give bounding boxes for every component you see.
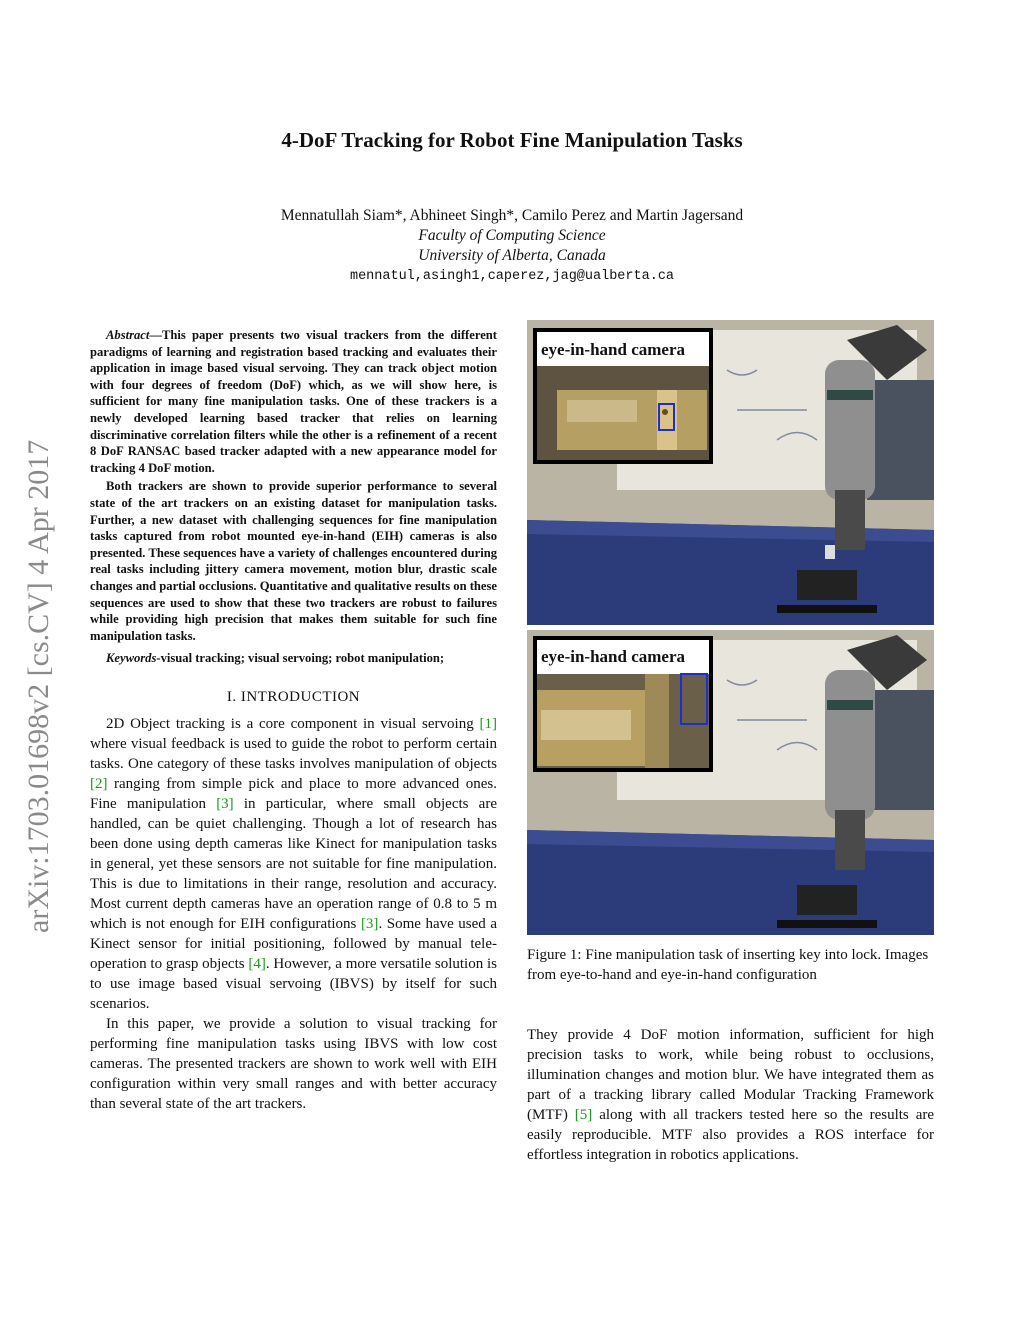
keywords <box>90 650 497 667</box>
citation-link[interactable]: [3] <box>360 915 379 932</box>
intro-paragraph-2: In this paper, we provide a solution to visual tracking for performing fine manipulation tasks using IBVS with low cost cameras. The presented trackers are shown to work well with EIH configuration within very small ranges and with better accuracy than several state of the art trackers. <box>90 1015 497 1112</box>
section-heading-introduction: I. INTRODUCTION <box>226 688 361 705</box>
abstract-label: Abstract <box>106 328 150 342</box>
left-column <box>90 327 497 1114</box>
citation-link[interactable]: [5] <box>574 1107 593 1123</box>
figure-photo-eye-to-hand-bottom <box>527 630 934 935</box>
author-emails: mennatul,asingh1,caperez,jag@ualberta.ca <box>349 269 675 284</box>
intro-paragraph-3: They provide 4 DoF motion information, sufficient for high precision tasks to work, while being robust to occlusions, illumination changes and motion blur. We have integrated them as part of a tracking library called Modular Tracking Framework (MTF) [5] along with all trackers tested here so the results are easily reproducible. MTF also provides a ROS interface for effortless integration in robotics applications. <box>527 1027 935 1163</box>
intro-paragraph-1: 2D Object tracking is a core component in visual servoing [1] where visual feedback is used to guide the robot to perform certain tasks. One category of these tasks involves manipulation of objects [2] ranging from simple pick and place to more advanced ones. Fine manipulation [3] in particular, where small objects are handled, can be quiet challenging. Though a lot of research has been done using depth cameras like Kinect for manipulation tasks in general, yet these sensors are not suitable for fine manipulation. This is due to limitations in their range, resolution and accuracy. Most current depth cameras have an operation range of 0.8 to 5 m which is not enough for EIH configurations [3]. Some have used a Kinect sensor for initial positioning, followed by manual tele-operation to grasp objects [4]. However, a more versatile solution is to use image based visual servoing (IBVS) by itself for such scenarios. <box>90 715 497 1012</box>
paper-title: 4-DoF Tracking for Robot Fine Manipulation Tasks <box>281 128 743 152</box>
arxiv-side-label <box>16 358 56 933</box>
right-column-text <box>527 1025 934 1165</box>
inset-label-bottom: eye-in-hand camera <box>541 647 686 666</box>
citation-link[interactable]: [1] <box>479 715 497 732</box>
abstract-text-1: —This paper presents two visual trackers from the different paradigms of learning and registration based tracking and evaluates their application in image based visual servoing. They can track object motion with four degrees of freedom (DoF) which, as we will show here, is sufficient for many fine manipulation tasks. One of these trackers is a newly developed learning based tracker that relies on learning discriminative correlation filters while the other is a refinement of a recent 8 DoF RANSAC based tracker adapted with a new appearance model for tracking 4 DoF motion. <box>90 328 497 475</box>
citation-link[interactable]: [3] <box>216 795 234 812</box>
author-names: Mennatullah Siam*, Abhineet Singh*, Camilo Perez and Martin Jagersand <box>280 207 744 224</box>
keywords-label: Keywords <box>106 651 157 666</box>
author-block <box>0 206 1024 287</box>
keywords-text: -visual tracking; visual servoing; robot manipulation; <box>156 651 445 666</box>
citation-link[interactable]: [4] <box>248 955 266 972</box>
affiliation-university: University of Alberta, Canada <box>418 247 606 264</box>
citation-link[interactable]: [2] <box>90 775 108 792</box>
abstract-paragraph-2: Both trackers are shown to provide superior performance to several state of the art trackers on an existing dataset for manipulation tasks. Further, a new dataset with challenging sequences for fine manipulation tasks captured from robot mounted eye-in-hand (EIH) cameras is also presented. These sequences have a variety of challenges encountered during real tasks including jittery camera movement, motion blur, drastic scale changes and partial occlusions. Quantitative and qualitative results on these sequences are used to show that these two trackers are robust to failures while providing high precision that makes them suitable for such fine manipulation tasks. <box>90 479 498 643</box>
figure-photo-eye-to-hand-top <box>527 320 934 625</box>
inset-label-top: eye-in-hand camera <box>541 340 686 359</box>
arxiv-id-text: arXiv:1703.01698v2 [cs.CV] 4 Apr 2017 <box>22 439 55 933</box>
affiliation-faculty: Faculty of Computing Science <box>418 227 606 244</box>
abstract-paragraph-1 <box>90 327 497 476</box>
figure-caption: Figure 1: Fine manipulation task of inserting key into lock. Images from eye-to-hand and eye-in-hand configuration <box>527 947 929 983</box>
